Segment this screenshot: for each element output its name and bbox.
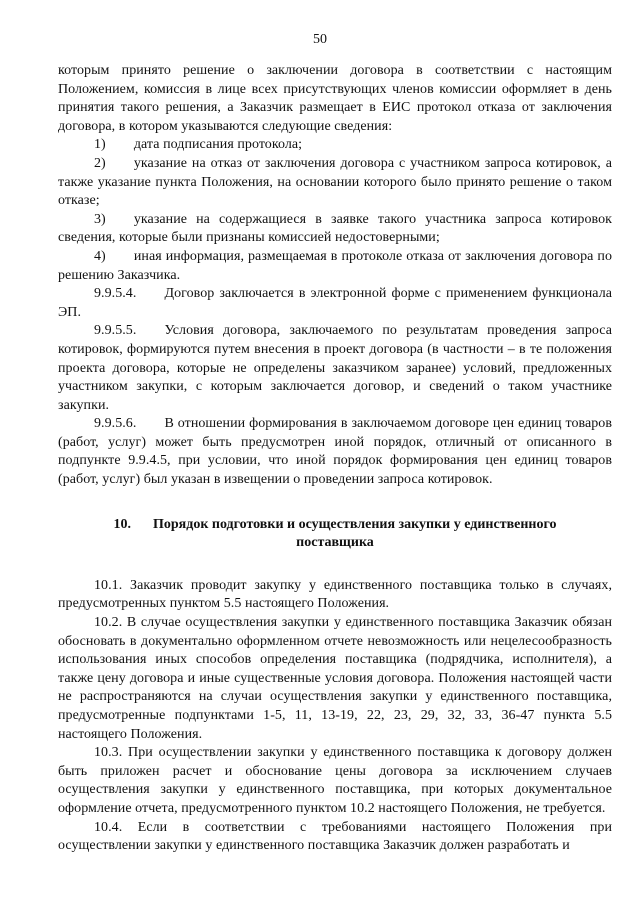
- list-item-4: 4) иная информация, размещаемая в протоколе отказа от заключения договора по решению Заказчика.: [58, 248, 612, 283]
- list-item-1: 1) дата подписания протокола;: [94, 137, 303, 153]
- clause-10-1: 10.1. Заказчик проводит закупку у единственного поставщика только в случаях, предусмотренных пунктом 5.5 настоящего Положения.: [58, 577, 612, 612]
- clause-9-9-5-5: 9.9.5.5. Условия договора, заключаемого по результатам проведения запроса котировок, формируются путем внесения в проект договора (в частности – в те положения проекта договора, которые не определены заказчиком заранее) условий, предложенных участником закупки, с которым заключается договор, и сведений о таком участнике закупки.: [58, 323, 612, 413]
- section-title: Порядок подготовки и осуществления закупки у единственного поставщика: [153, 516, 557, 551]
- page-content: [58, 62, 612, 856]
- clause-9-9-5-4: 9.9.5.4. Договор заключается в электронной форме с применением функционала ЭП.: [58, 286, 612, 320]
- section-number: 10.: [113, 516, 131, 532]
- clause-10-2: 10.2. В случае осуществления закупки у единственного поставщика Заказчик обязан обосновать в документально оформленном отчете невозможность или нецелесообразность использования иных способов определения поставщика (подрядчика, исполнителя), а также цену договора и иные существенные условия договора. Положения настоящей части не распространяются на случаи осуществления закупки у единственного поставщика, предусмотренные подпунктами 1-5, 11, 13-19, 22, 23, 29, 32, 33, 36-47 пункта 5.5 настоящего Положения.: [58, 615, 612, 742]
- list-item-2: 2) указание на отказ от заключения договора с участником запроса котировок, а также указание пункта Положения, на основании которого было принято решение о таком отказе;: [58, 155, 612, 209]
- list-item-3: 3) указание на содержащиеся в заявке такого участника запроса котировок сведения, которые были признаны комиссией недостоверными;: [58, 211, 612, 246]
- clause-10-4: 10.4. Если в соответствии с требованиями настоящего Положения при осуществлении закупки у единственного поставщика Заказчик должен разработать и: [58, 819, 612, 854]
- page-number: 50: [313, 32, 327, 47]
- clause-10-3: 10.3. При осуществлении закупки у единственного поставщика к договору должен быть приложен расчет и обоснование цены договора за исключением случаев осуществления закупки у единственного поставщика, при которых документальное оформление отчета, предусмотренного пунктом 10.2 настоящего Положения, не требуется.: [58, 745, 612, 816]
- paragraph-protocol-intro: которым принято решение о заключении договора в соответствии с настоящим Положением, комиссия в лице всех присутствующих членов комиссии оформляет в день принятия такого решения, а Заказчик размещает в ЕИС протокол отказа от заключения договора, в котором указываются следующие сведения:: [58, 63, 612, 134]
- clause-9-9-5-6: 9.9.5.6. В отношении формирования в заключаемом договоре цен единиц товаров (работ, услуг) может быть предусмотрен иной порядок, отличный от описанного в подпункте 9.9.4.5, при условии, что иной порядок формирования цен единиц товаров (работ, услуг) был указан в извещении о проведении запроса котировок.: [58, 416, 612, 488]
- section-heading: [58, 516, 612, 553]
